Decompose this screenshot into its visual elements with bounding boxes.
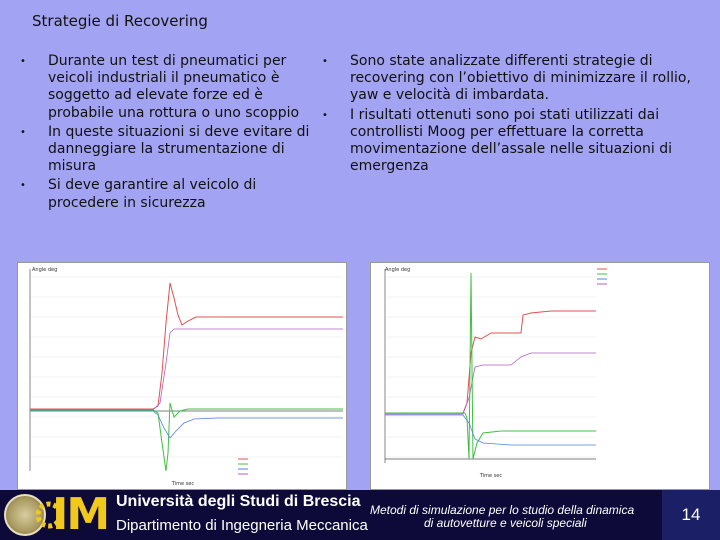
plot-left-grid (30, 277, 343, 457)
plot-right-series-purple (385, 353, 596, 414)
course-title-line2: di autovetture e veicoli speciali (424, 516, 587, 530)
university-name: Università degli Studi di Brescia (116, 493, 361, 510)
plot-left-legend (238, 459, 248, 474)
bullet-item: • Sono state analizzate differenti strategie di recovering con l’obiettivo di minimizzare il rollio, yaw e velocità di imbardata. (322, 53, 691, 104)
bullet-icon: • (20, 180, 26, 192)
bullet-item: • Durante un test di pneumatici per veicoli industriali il pneumatico è soggetto ad elevate forze ed è probabile una rottura o uno scoppio (20, 53, 300, 121)
plot-right-grid (385, 277, 596, 457)
plot-left-ylabel: Angle deg (32, 267, 58, 273)
bullet-icon: • (322, 56, 328, 67)
department-name: Dipartimento di Ingegneria Meccanica (116, 517, 368, 534)
plot-right-series-blue (385, 415, 596, 445)
left-bullet-list (20, 53, 310, 214)
bullet-icon: • (20, 56, 26, 67)
plot-right-series-green (385, 273, 596, 459)
recovery-plot-right (370, 262, 710, 490)
plot-right-xlabel: Time sec (479, 473, 503, 479)
plot-left-series-red (30, 283, 343, 409)
recovery-plot-left (17, 262, 347, 490)
plot-left-series-purple (30, 329, 343, 410)
course-title-line1: Metodi di simulazione per lo studio della dinamica (370, 503, 635, 517)
slide-title: Strategie di Recovering (32, 12, 208, 30)
bullet-icon: • (20, 126, 26, 138)
footer-bar (0, 490, 720, 540)
bullet-item: • Si deve garantire al veicolo di procedere in sicurezza (20, 177, 257, 211)
bullet-item: • In queste situazioni si deve evitare di danneggiare la strumentazione di misura (20, 123, 310, 175)
plot-right-ylabel: Angle deg (385, 267, 411, 273)
plot-right-series-red (385, 311, 596, 413)
plot-left-graphic (18, 263, 348, 491)
page-number: 14 (662, 490, 720, 540)
bullet-item: • I risultati ottenuti sono poi stati utilizzati dai controllisti Moog per effettuare la corretta movimentazione dell’assale nelle situazioni di emergenza (322, 106, 672, 175)
bullet-icon: • (322, 109, 328, 121)
plot-right-legend (597, 269, 607, 284)
plot-right-graphic (371, 263, 711, 491)
department-logo: IM (52, 489, 109, 540)
right-bullet-list (322, 53, 712, 177)
plot-left-series-blue (30, 411, 343, 438)
plot-left-xlabel: Time sec (171, 481, 195, 487)
